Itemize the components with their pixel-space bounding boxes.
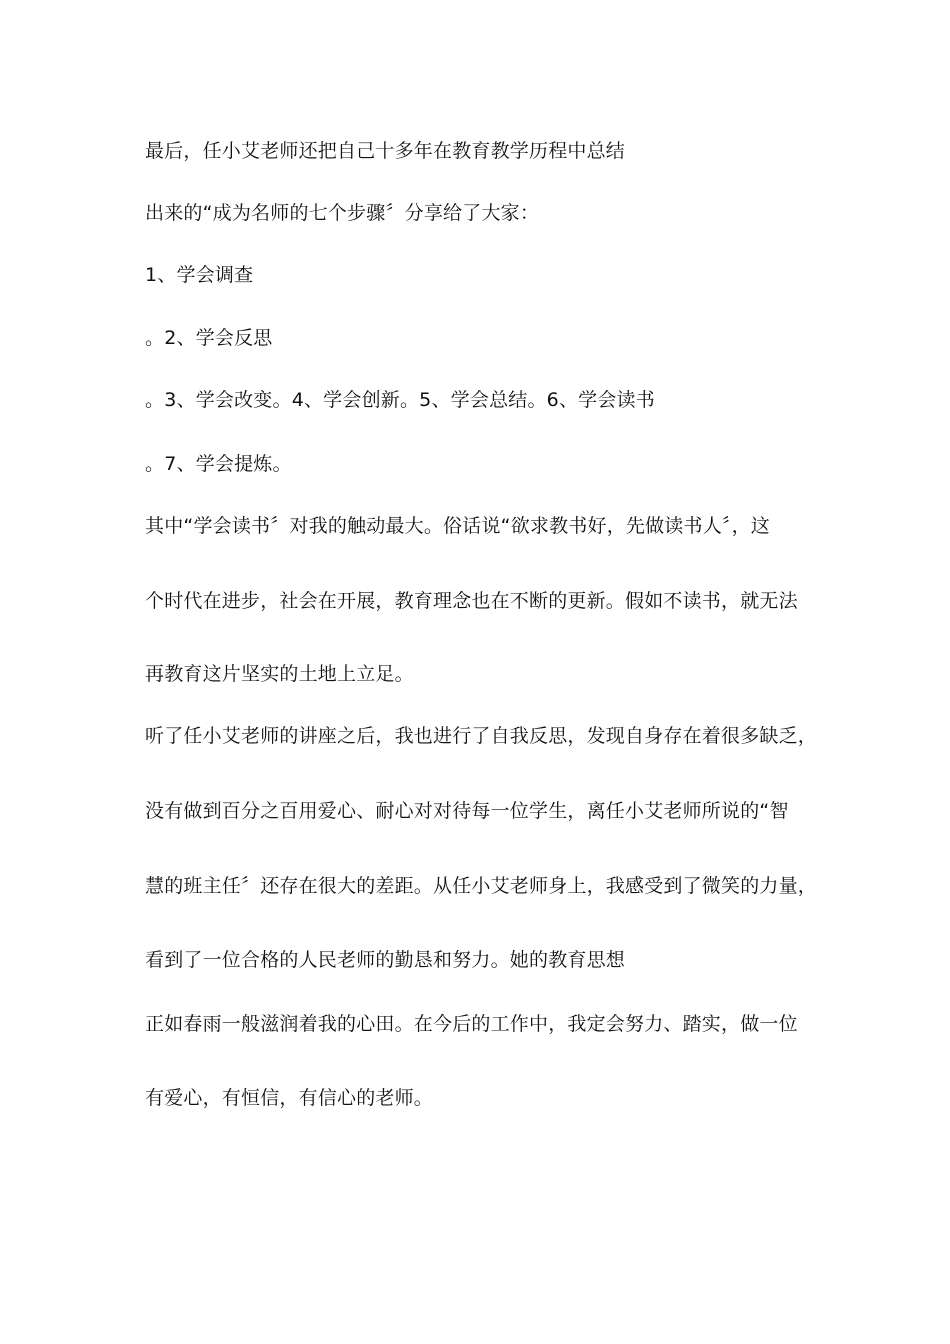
list-item-1: 1、学会调查 — [145, 264, 254, 286]
paragraph-reflection-line-4: 看到了一位合格的人民老师的勤恳和努力。她的教育思想 — [145, 949, 626, 971]
text-line-1: 最后，任小艾老师还把自己十多年在教育教学历程中总结 — [145, 140, 626, 162]
paragraph-reading-line-1: 其中“学会读书〞对我的触动最大。俗话说“欲求教书好，先做读书人〞，这 — [145, 515, 770, 537]
list-item-7: 。7、学会提炼。 — [145, 453, 292, 475]
paragraph-reflection-line-3: 慧的班主任〞还存在很大的差距。从任小艾老师身上，我感受到了微笑的力量， — [145, 875, 818, 897]
text-line-2: 出来的“成为名师的七个步骤〞分享给了大家： — [145, 202, 540, 224]
list-item-3-6: 。3、学会改变。4、学会创新。5、学会总结。6、学会读书 — [145, 389, 655, 411]
paragraph-closing-line-1: 正如春雨一般滋润着我的心田。在今后的工作中，我定会努力、踏实，做一位 — [145, 1013, 798, 1035]
paragraph-reflection-line-1: 听了任小艾老师的讲座之后，我也进行了自我反思，发现自身存在着很多缺乏， — [145, 725, 818, 747]
paragraph-reading-line-3: 再教育这片坚实的土地上立足。 — [145, 663, 414, 685]
paragraph-reflection-line-2: 没有做到百分之百用爱心、耐心对对待每一位学生，离任小艾老师所说的“智 — [145, 800, 789, 822]
paragraph-reading-line-2: 个时代在进步，社会在开展，教育理念也在不断的更新。假如不读书，就无法 — [145, 590, 798, 612]
paragraph-closing-line-2: 有爱心，有恒信，有信心的老师。 — [145, 1087, 434, 1109]
list-item-2: 。2、学会反思 — [145, 327, 273, 349]
